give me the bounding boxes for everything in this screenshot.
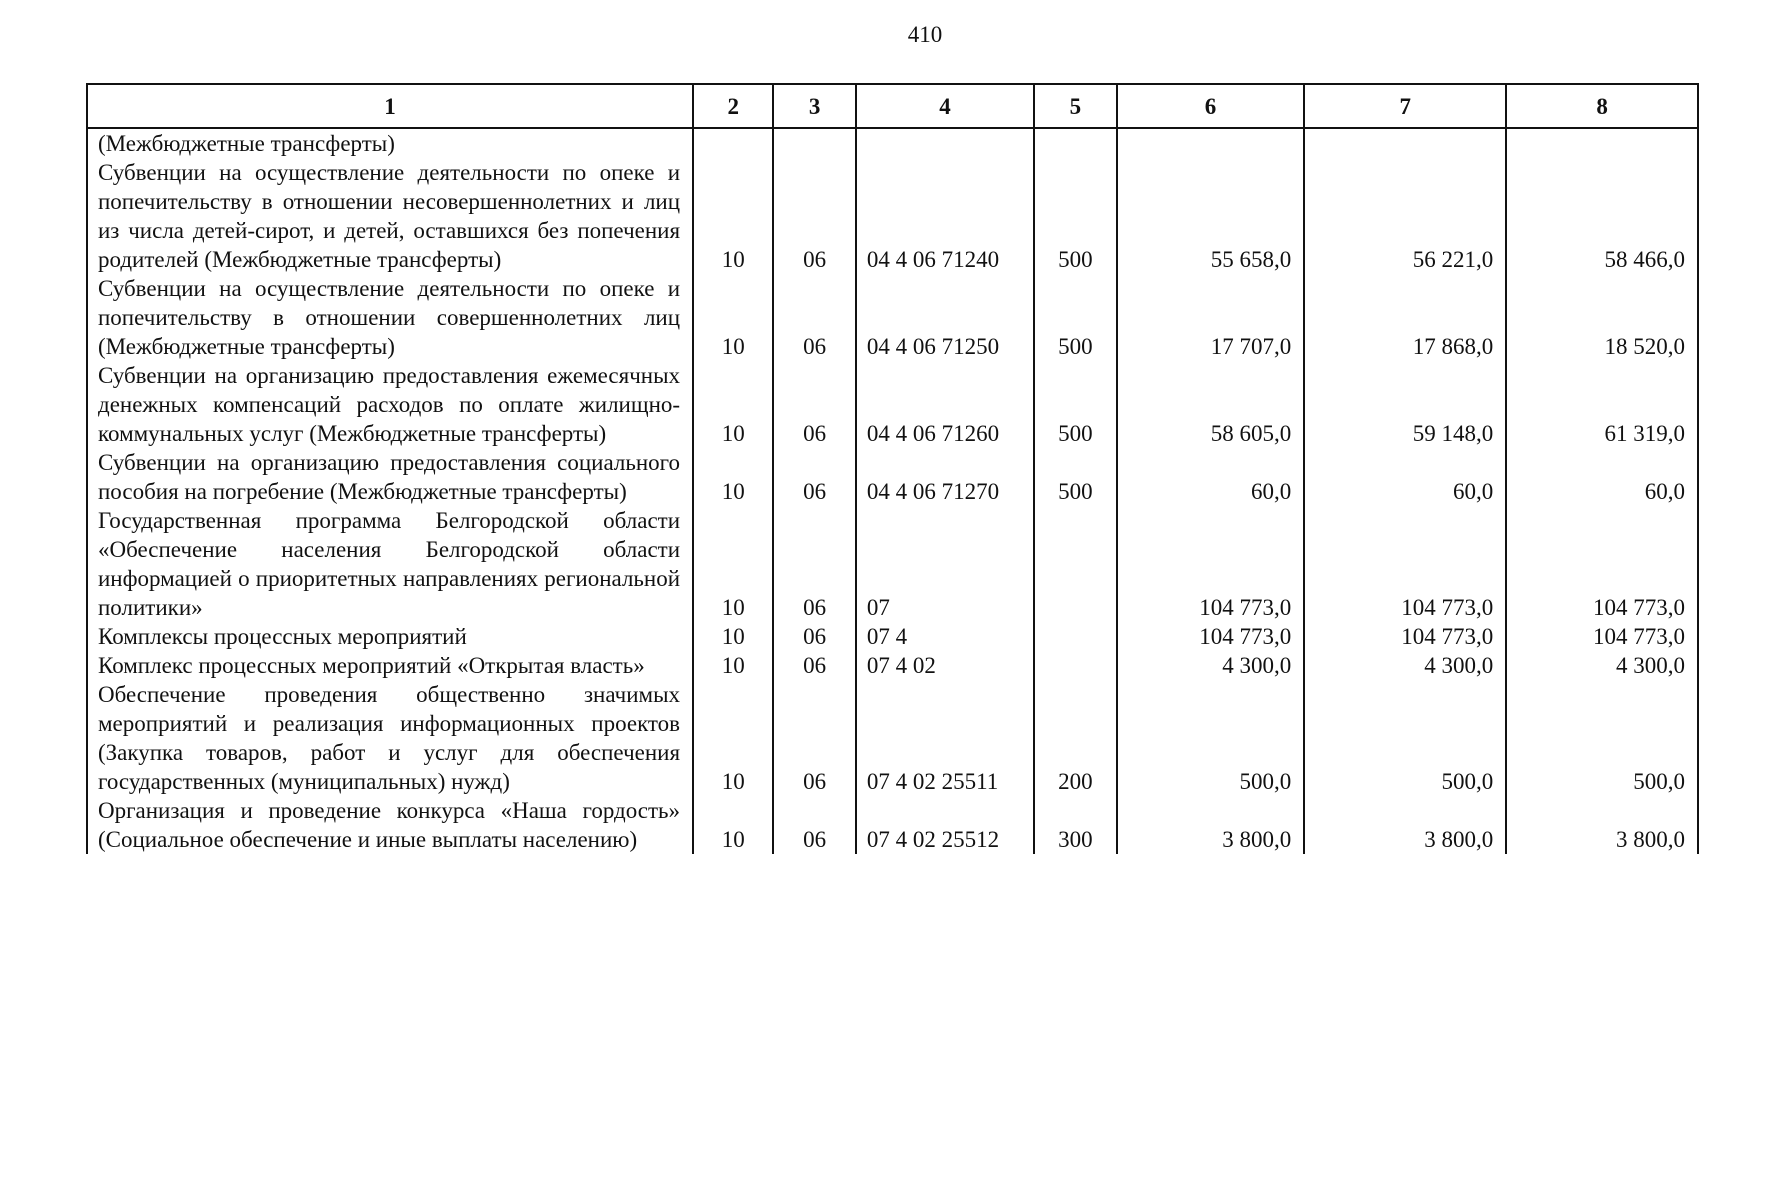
column-header: 4: [856, 84, 1034, 128]
expense-type-code: 500: [1034, 158, 1116, 274]
amount-year-2: 104 773,0: [1304, 622, 1506, 651]
amount-year-3: 3 800,0: [1506, 796, 1698, 854]
table-row: [87, 796, 1698, 854]
subsection-code: 06: [773, 448, 855, 506]
row-description: Организация и проведение конкурса «Наша гордость» (Социальное обеспечение и иные выплаты населению): [87, 796, 693, 854]
target-article-code: 07 4 02 25512: [856, 796, 1034, 854]
section-code: 10: [693, 361, 773, 448]
amount-year-3: 58 466,0: [1506, 158, 1698, 274]
column-header: 3: [773, 84, 855, 128]
table-row: [87, 622, 1698, 651]
budget-table: [86, 83, 1699, 854]
amount-year-1: [1117, 128, 1305, 158]
amount-year-1: 3 800,0: [1117, 796, 1305, 854]
amount-year-2: [1304, 128, 1506, 158]
column-header: 7: [1304, 84, 1506, 128]
table-row: [87, 128, 1698, 158]
amount-year-2: 3 800,0: [1304, 796, 1506, 854]
section-code: 10: [693, 158, 773, 274]
subsection-code: 06: [773, 274, 855, 361]
expense-type-code: 500: [1034, 274, 1116, 361]
section-code: 10: [693, 448, 773, 506]
target-article-code: 04 4 06 71250: [856, 274, 1034, 361]
table-row: [87, 448, 1698, 506]
row-description: Комплекс процессных мероприятий «Открытая власть»: [87, 651, 693, 680]
table-row: [87, 361, 1698, 448]
amount-year-1: 60,0: [1117, 448, 1305, 506]
subsection-code: 06: [773, 796, 855, 854]
amount-year-3: [1506, 128, 1698, 158]
target-article-code: 04 4 06 71260: [856, 361, 1034, 448]
row-description: Субвенции на осуществление деятельности по опеке и попечительству в отношении совершеннолетних лиц (Межбюджетные трансферты): [87, 274, 693, 361]
column-header: 5: [1034, 84, 1116, 128]
amount-year-2: 500,0: [1304, 680, 1506, 796]
column-header: 6: [1117, 84, 1305, 128]
row-description: Комплексы процессных мероприятий: [87, 622, 693, 651]
section-code: 10: [693, 680, 773, 796]
expense-type-code: 300: [1034, 796, 1116, 854]
amount-year-3: 500,0: [1506, 680, 1698, 796]
amount-year-3: 61 319,0: [1506, 361, 1698, 448]
subsection-code: 06: [773, 680, 855, 796]
table-row: [87, 274, 1698, 361]
expense-type-code: [1034, 651, 1116, 680]
page-number: 410: [907, 22, 943, 47]
amount-year-3: 4 300,0: [1506, 651, 1698, 680]
amount-year-3: 104 773,0: [1506, 622, 1698, 651]
row-description: Обеспечение проведения общественно значимых мероприятий и реализация информационных проектов (Закупка товаров, работ и услуг для обеспечения государственных (муниципальных) нужд): [87, 680, 693, 796]
target-article-code: 07 4: [856, 622, 1034, 651]
subsection-code: 06: [773, 651, 855, 680]
subsection-code: [773, 128, 855, 158]
subsection-code: 06: [773, 158, 855, 274]
section-code: [693, 128, 773, 158]
expense-type-code: [1034, 128, 1116, 158]
target-article-code: 07: [856, 506, 1034, 622]
section-code: 10: [693, 274, 773, 361]
section-code: 10: [693, 796, 773, 854]
target-article-code: 07 4 02 25511: [856, 680, 1034, 796]
target-article-code: 04 4 06 71270: [856, 448, 1034, 506]
subsection-code: 06: [773, 622, 855, 651]
amount-year-2: 17 868,0: [1304, 274, 1506, 361]
amount-year-1: 4 300,0: [1117, 651, 1305, 680]
table-row: [87, 506, 1698, 622]
expense-type-code: [1034, 506, 1116, 622]
subsection-code: 06: [773, 506, 855, 622]
amount-year-2: 56 221,0: [1304, 158, 1506, 274]
amount-year-1: 58 605,0: [1117, 361, 1305, 448]
section-code: 10: [693, 622, 773, 651]
expense-type-code: 500: [1034, 361, 1116, 448]
subsection-code: 06: [773, 361, 855, 448]
amount-year-3: 104 773,0: [1506, 506, 1698, 622]
amount-year-1: 55 658,0: [1117, 158, 1305, 274]
header-row: [87, 84, 1698, 128]
expense-type-code: [1034, 622, 1116, 651]
section-code: 10: [693, 651, 773, 680]
amount-year-2: 60,0: [1304, 448, 1506, 506]
target-article-code: 04 4 06 71240: [856, 158, 1034, 274]
amount-year-3: 18 520,0: [1506, 274, 1698, 361]
amount-year-2: 59 148,0: [1304, 361, 1506, 448]
row-description: Субвенции на организацию предоставления ежемесячных денежных компенсаций расходов по оплате жилищно-коммунальных услуг (Межбюджетные трансферты): [87, 361, 693, 448]
expense-type-code: 500: [1034, 448, 1116, 506]
amount-year-1: 500,0: [1117, 680, 1305, 796]
column-header: 2: [693, 84, 773, 128]
table-row: [87, 680, 1698, 796]
table-row: [87, 651, 1698, 680]
amount-year-3: 60,0: [1506, 448, 1698, 506]
row-description: (Межбюджетные трансферты): [87, 128, 693, 158]
expense-type-code: 200: [1034, 680, 1116, 796]
amount-year-2: 4 300,0: [1304, 651, 1506, 680]
column-header: 8: [1506, 84, 1698, 128]
table-row: [87, 158, 1698, 274]
row-description: Субвенции на осуществление деятельности по опеке и попечительству в отношении несовершеннолетних и лиц из числа детей-сирот, и детей, оставшихся без попечения родителей (Межбюджетные трансферты): [87, 158, 693, 274]
amount-year-1: 17 707,0: [1117, 274, 1305, 361]
amount-year-2: 104 773,0: [1304, 506, 1506, 622]
amount-year-1: 104 773,0: [1117, 506, 1305, 622]
target-article-code: 07 4 02: [856, 651, 1034, 680]
section-code: 10: [693, 506, 773, 622]
row-description: Государственная программа Белгородской области «Обеспечение населения Белгородской области информацией о приоритетных направлениях региональной политики»: [87, 506, 693, 622]
column-header: 1: [87, 84, 693, 128]
target-article-code: [856, 128, 1034, 158]
row-description: Субвенции на организацию предоставления социального пособия на погребение (Межбюджетные трансферты): [87, 448, 693, 506]
amount-year-1: 104 773,0: [1117, 622, 1305, 651]
